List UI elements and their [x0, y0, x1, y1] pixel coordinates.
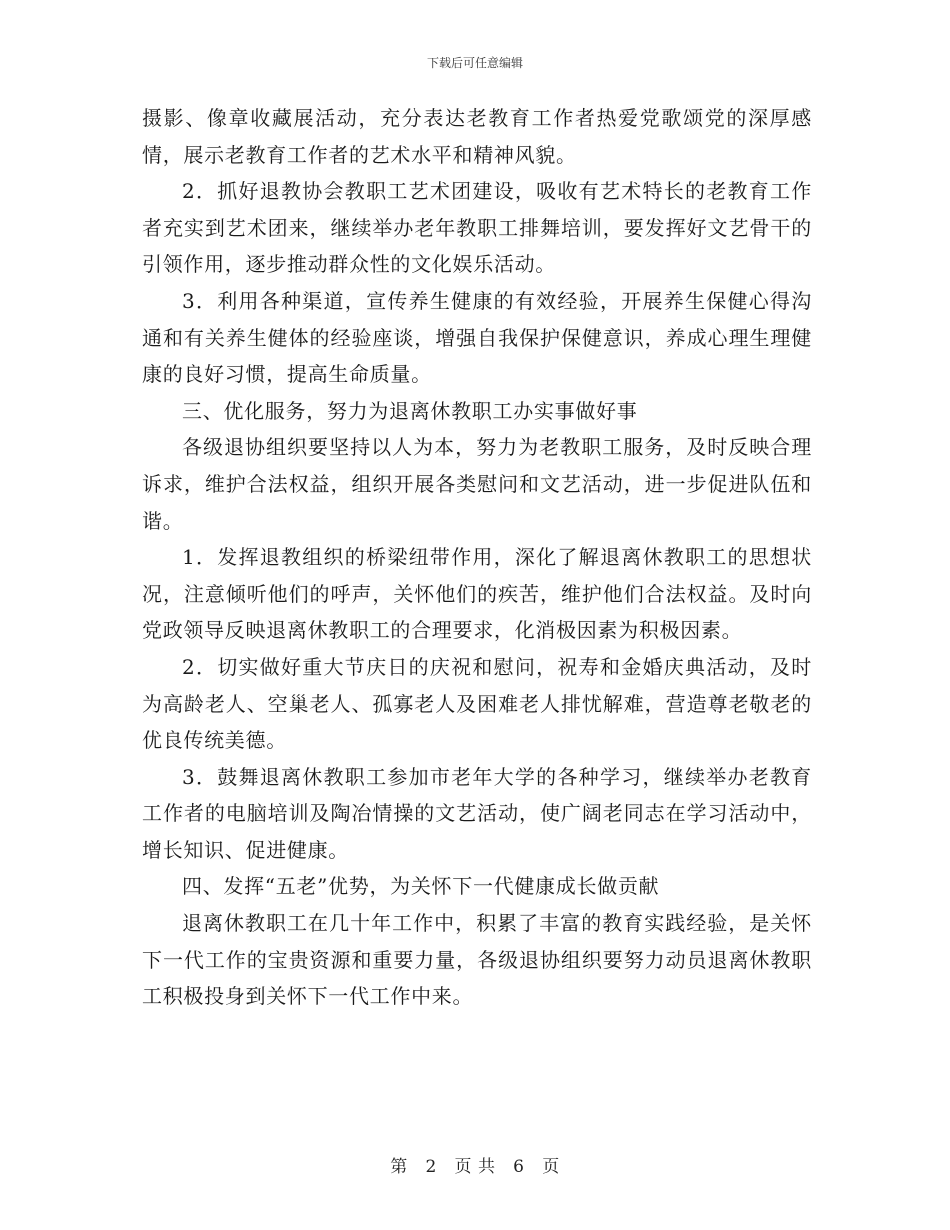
paragraph: 退离休教职工在几十年工作中，积累了丰富的教育实践经验，是关怀下一代工作的宝贵资源和重要力量，各级退协组织要努力动员退离休教职工积极投身到关怀下一代工作中来。 [142, 911, 812, 1009]
paragraph: 2．抓好退教协会教职工艺术团建设，吸收有艺术特长的老教育工作者充实到艺术团来，继续举办老年教职工排舞培训，要发挥好文艺骨干的引领作用，逐步推动群众性的文化娱乐活动。 [142, 179, 812, 277]
footer-middle: 页 共 [454, 1157, 496, 1177]
paragraph: 1．发挥退教组织的桥梁纽带作用，深化了解退离休教职工的思想状况，注意倾听他们的呼声，关怀他们的疾苦，维护他们合法权益。及时向党政领导反映退离休教职工的合理要求，化消极因素为积极因素。 [142, 545, 812, 643]
paragraph: 各级退协组织要坚持以人为本，努力为老教职工服务，及时反映合理诉求，维护合法权益，组织开展各类慰问和文艺活动，进一步促进队伍和谐。 [142, 435, 812, 533]
page-footer [0, 1152, 950, 1177]
section-heading: 四、发挥“五老”优势，为关怀下一代健康成长做贡献 [182, 874, 660, 899]
section-heading: 三、优化服务，努力为退离休教职工办实事做好事 [182, 398, 638, 423]
document-body [142, 100, 812, 1015]
paragraph: 2．切实做好重大节庆日的庆祝和慰问，祝寿和金婚庆典活动，及时为高龄老人、空巢老人、孤寡老人及困难老人排忧解难，营造尊老敬老的优良传统美德。 [142, 654, 812, 753]
page-header: 下载后可任意编辑 [426, 56, 523, 70]
footer-suffix: 页 [542, 1157, 560, 1177]
current-page-number: 2 [425, 1157, 437, 1177]
paragraph: 3．利用各种渠道，宣传养生健康的有效经验，开展养生保健心得沟通和有关养生健体的经验座谈，增强自我保护保健意识，养成心理生理健康的良好习惯，提高生命质量。 [142, 288, 812, 387]
paragraph: 摄影、像章收藏展活动，充分表达老教育工作者热爱党歌颂党的深厚感情，展示老教育工作者的艺术水平和精神风貌。 [142, 106, 812, 167]
total-page-number: 6 [513, 1157, 525, 1177]
paragraph: 3．鼓舞退离休教职工参加市老年大学的各种学习，继续举办老教育工作者的电脑培训及陶冶情操的文艺活动，使广阔老同志在学习活动中，增长知识、促进健康。 [142, 764, 812, 862]
footer-prefix: 第 [390, 1157, 408, 1177]
